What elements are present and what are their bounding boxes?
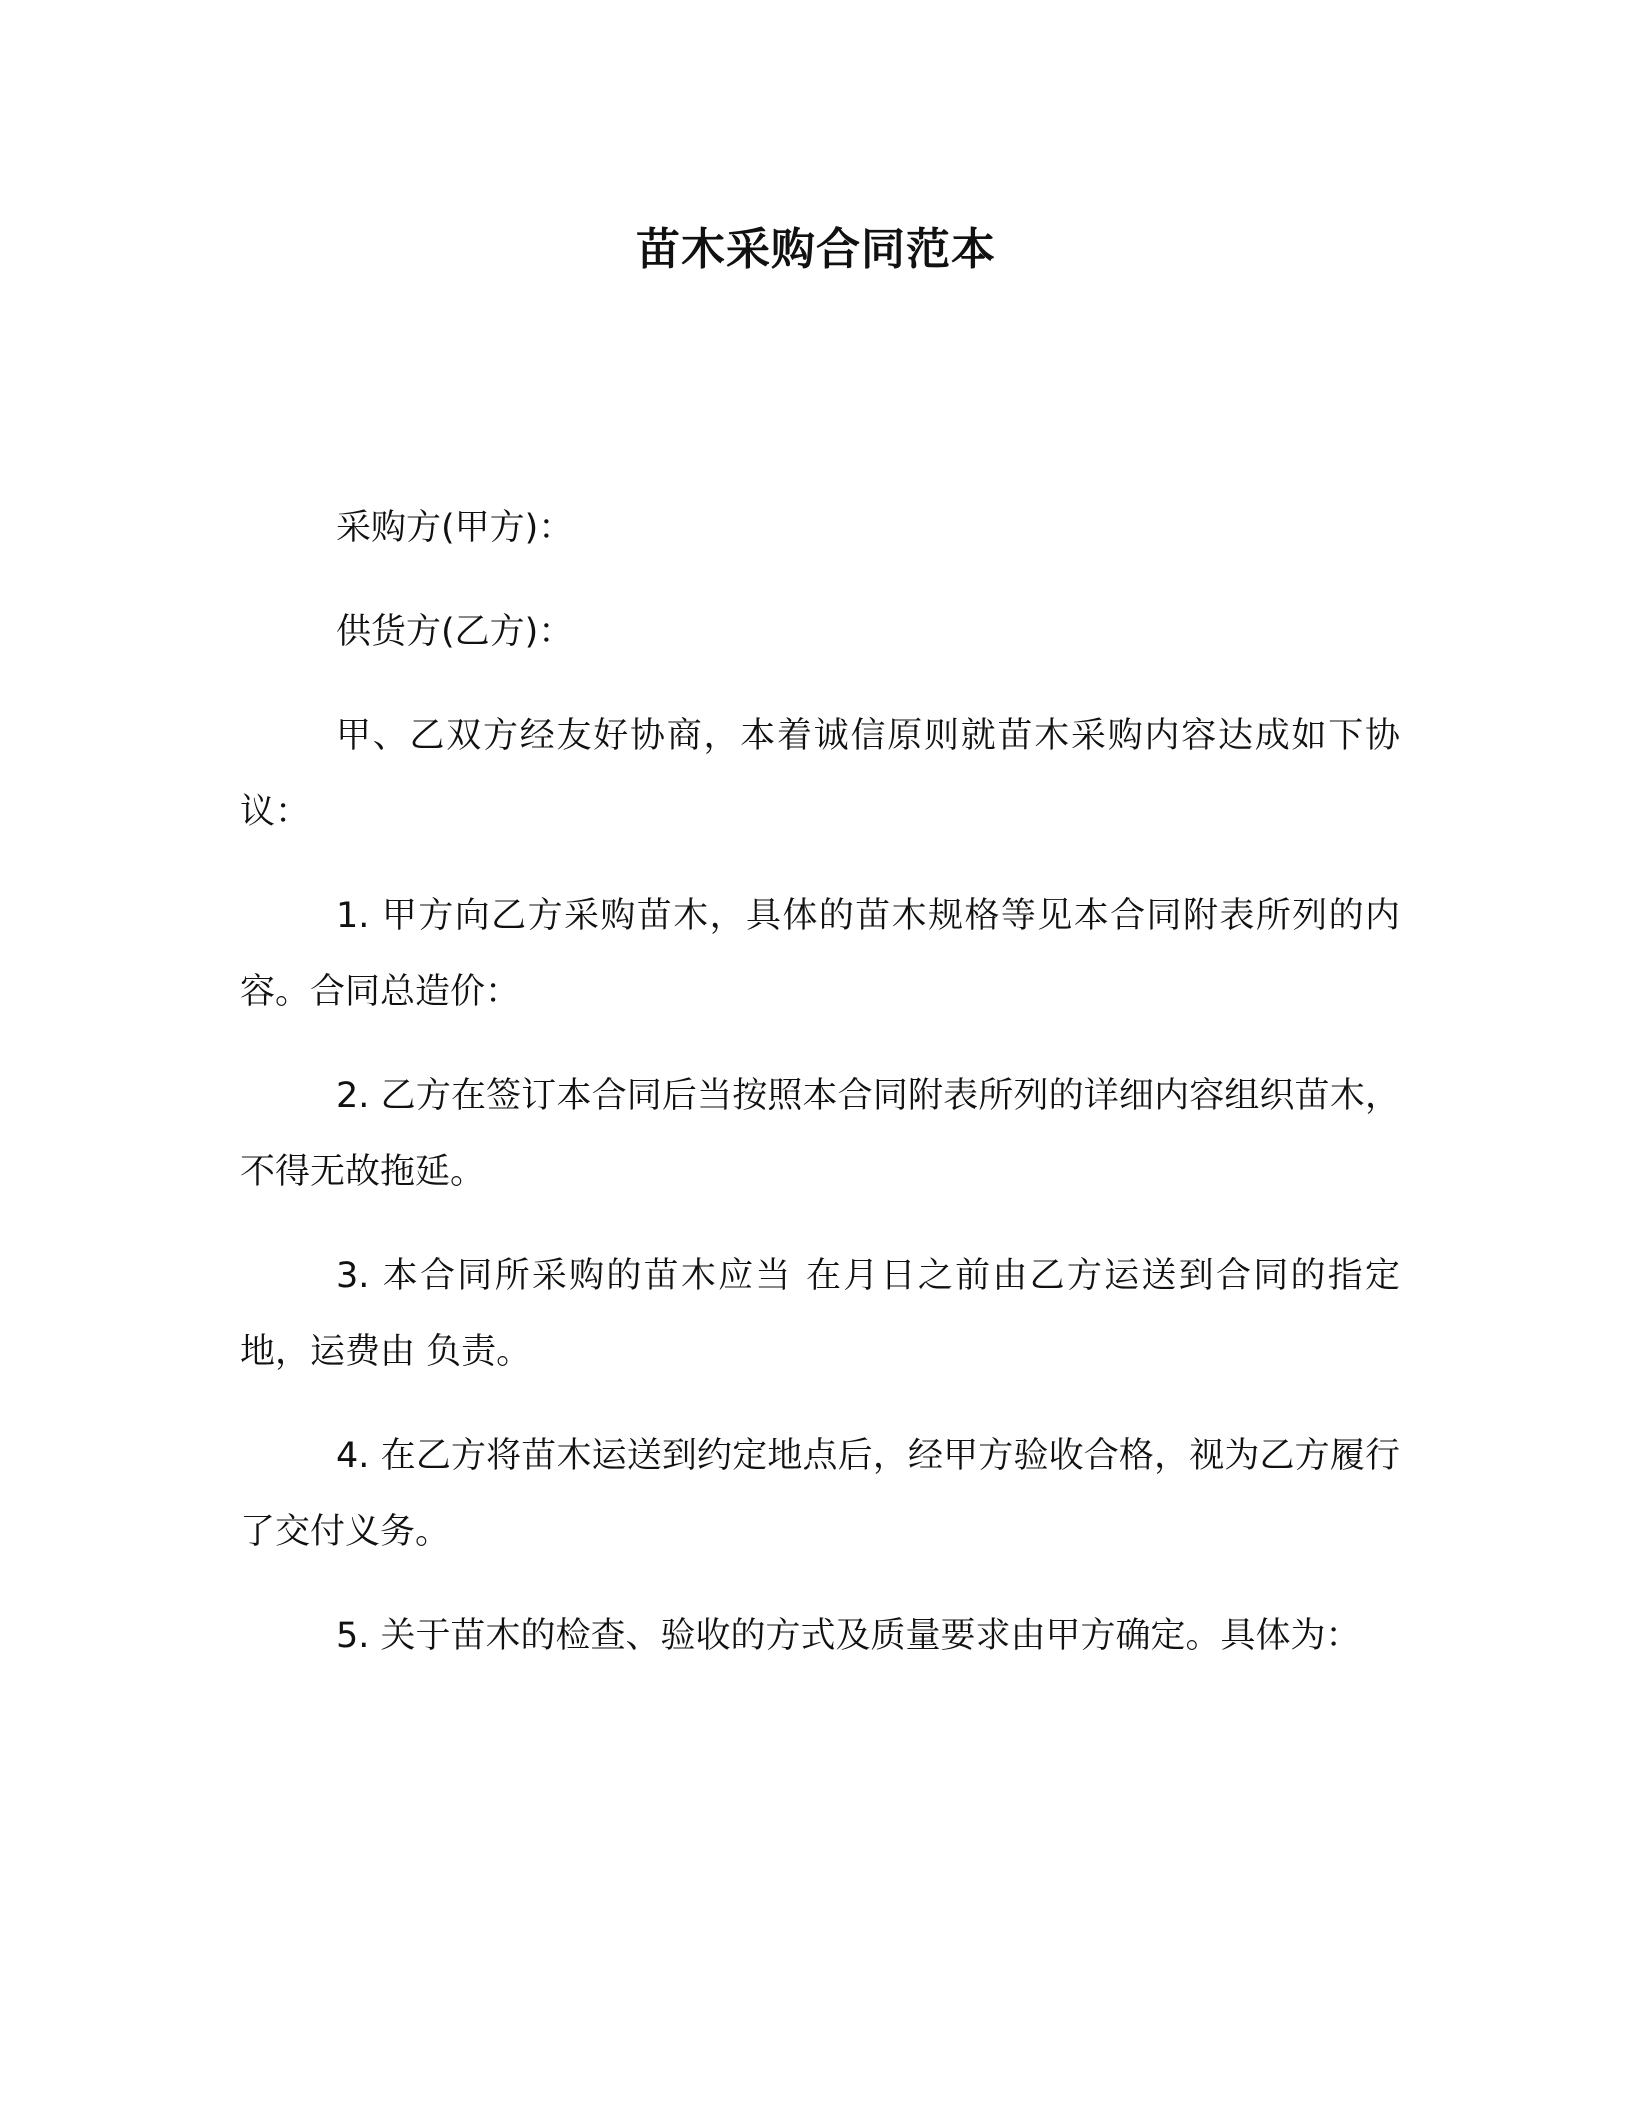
supplier-party-line: 供货方(乙方)： bbox=[336, 612, 574, 652]
agreement-intro-paragraph: 甲、乙双方经友好协商，本着诚信原则就苗木采购内容达成如下协议： bbox=[240, 716, 1400, 832]
clause-5: 5. 关于苗木的检查、验收的方式及质量要求由甲方确定。具体为： bbox=[336, 1616, 1361, 1656]
buyer-party-line: 采购方(甲方)： bbox=[336, 508, 574, 548]
clause-1: 1. 甲方向乙方采购苗木，具体的苗木规格等见本合同附表所列的内容。合同总造价： bbox=[240, 896, 1400, 1012]
document-title: 苗木采购合同范本 bbox=[636, 224, 996, 275]
document-body bbox=[240, 490, 1400, 1702]
clause-4: 4. 在乙方将苗木运送到约定地点后，经甲方验收合格，视为乙方履行了交付义务。 bbox=[240, 1436, 1400, 1552]
clause-3: 3. 本合同所采购的苗木应当 在月日之前由乙方运送到合同的指定地，运费由 负责。 bbox=[240, 1256, 1400, 1372]
clause-2: 2. 乙方在签订本合同后当按照本合同附表所列的详细内容组织苗木，不得无故拖延。 bbox=[240, 1076, 1400, 1192]
